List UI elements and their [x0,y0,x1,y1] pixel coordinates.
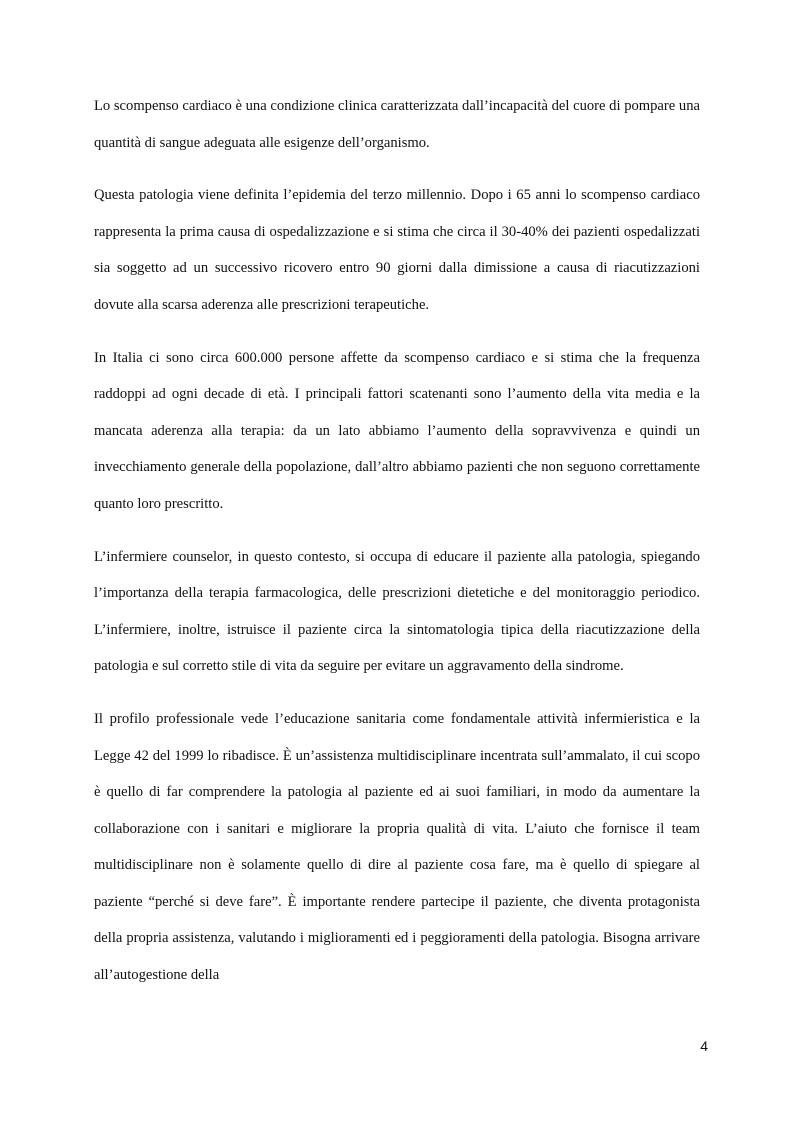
page-body [94,88,700,1010]
paragraph-epidemiology: Questa patologia viene definita l’epidemia del terzo millennio. Dopo i 65 anni lo scompenso cardiaco rappresenta la prima causa di ospedalizzazione e si stima che circa il 30-40% dei pazienti ospedalizzati sia soggetto ad un successivo ricovero entro 90 giorni dalla dimissione a causa di riacutizzazioni dovute alla scarsa aderenza alle prescrizioni terapeutiche. [94,187,700,313]
paragraph-health-education: Il profilo professionale vede l’educazione sanitaria come fondamentale attività infermieristica e la Legge 42 del 1999 lo ribadisce. È un’assistenza multidisciplinare incentrata sull’ammalato, il cui scopo è quello di far comprendere la patologia al paziente ed ai suoi familiari, in modo da aumentare la collaborazione con i sanitari e migliorare la propria qualità di vita. L’aiuto che fornisce il team multidisciplinare non è solamente quello di dire al paziente cosa fare, ma è quello di spiegare al paziente “perché si deve fare”. È importante rendere partecipe il paziente, che diventa protagonista della propria assistenza, valutando i miglioramenti ed i peggioramenti della patologia. Bisogna arrivare all’autogestione della [94,710,700,984]
paragraph-italy-statistics: In Italia ci sono circa 600.000 persone affette da scompenso cardiaco e si stima che la frequenza raddoppi ad ogni decade di età. I principali fattori scatenanti sono l’aumento della vita media e la mancata aderenza alla terapia: da un lato abbiamo l’aumento della sopravvivenza e quindi un invecchiamento generale della popolazione, dall’altro abbiamo pazienti che non seguono correttamente quanto loro prescritto. [94,349,700,512]
paragraph-nurse-counselor: L’infermiere counselor, in questo contesto, si occupa di educare il paziente alla patologia, spiegando l’importanza della terapia farmacologica, delle prescrizioni dietetiche e del monitoraggio periodico. L’infermiere, inoltre, istruisce il paziente circa la sintomatologia tipica della riacutizzazione della patologia e sul corretto stile di vita da seguire per evitare un aggravamento della sindrome. [94,548,700,675]
paragraph-definition: Lo scompenso cardiaco è una condizione clinica caratterizzata dall’incapacità del cuore di pompare una quantità di sangue adeguata alle esigenze dell’organismo. [94,98,700,151]
page-number: 4 [700,1038,708,1054]
